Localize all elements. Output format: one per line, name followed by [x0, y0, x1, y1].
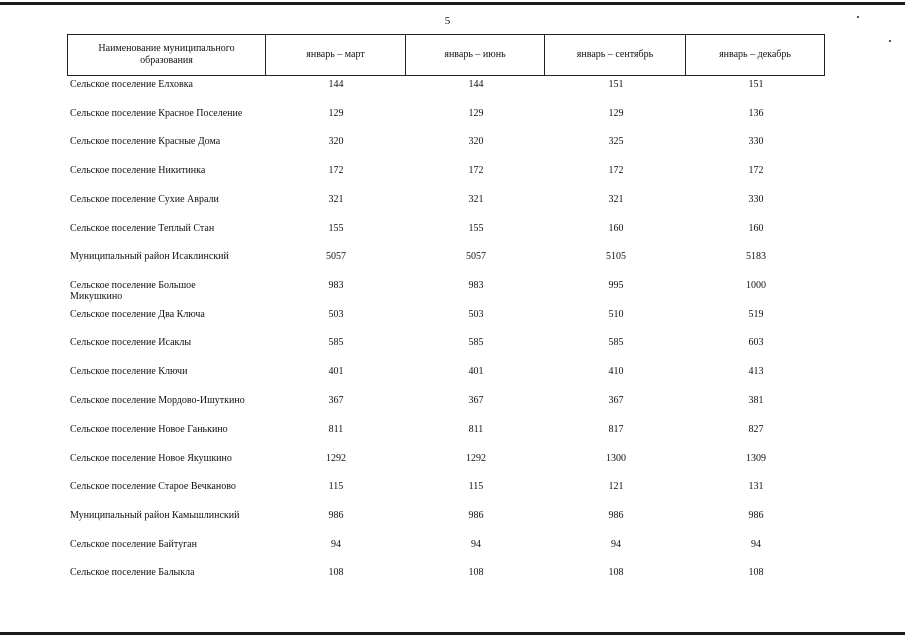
row-name: Сельское поселение Новое Якушкино	[70, 453, 232, 464]
header-name: Наименование муниципального образования	[68, 35, 266, 75]
row-name: Сельское поселение Два Ключа	[70, 309, 205, 320]
value-q2: 172	[468, 165, 484, 176]
value-q4: 160	[748, 223, 764, 234]
value-q1: 144	[328, 79, 344, 90]
value-q3: 94	[611, 539, 621, 550]
value-q2: 5057	[466, 251, 486, 262]
value-q1: 155	[328, 223, 344, 234]
value-q2: 1292	[466, 453, 486, 464]
row-name: Муниципальный район Исаклинский	[70, 251, 229, 262]
value-q1: 367	[328, 395, 344, 406]
value-q3: 995	[608, 280, 624, 291]
value-q2: 320	[468, 136, 484, 147]
value-q3: 325	[608, 136, 624, 147]
value-q3: 817	[608, 424, 624, 435]
row-name: Муниципальный район Камышлинский	[70, 510, 240, 521]
value-q2: 129	[468, 108, 484, 119]
value-q3: 160	[608, 223, 624, 234]
value-q3: 108	[608, 567, 624, 578]
value-q2: 983	[468, 280, 484, 291]
value-q2: 144	[468, 79, 484, 90]
row-name: Сельское поселение Старое Вечканово	[70, 481, 236, 492]
value-q4: 108	[748, 567, 764, 578]
value-q4: 5183	[746, 251, 766, 262]
table-row	[0, 309, 905, 337]
row-name: Сельское поселение Теплый Стан	[70, 223, 215, 234]
row-name: Сельское поселение Красное Поселение	[70, 108, 243, 119]
value-q4: 1309	[746, 453, 766, 464]
value-q2: 503	[468, 309, 484, 320]
value-q1: 986	[328, 510, 344, 521]
table-row	[0, 567, 905, 595]
value-q1: 503	[328, 309, 344, 320]
value-q4: 603	[748, 337, 764, 348]
table-row	[0, 510, 905, 538]
value-q2: 811	[468, 424, 484, 435]
value-q4: 330	[748, 136, 764, 147]
value-q2: 115	[468, 481, 484, 492]
value-q1: 321	[328, 194, 344, 205]
value-q1: 129	[328, 108, 344, 119]
header-q4: январь – декабрь	[719, 49, 791, 60]
row-name: Сельское поселение Байтуган	[70, 539, 197, 550]
value-q3: 151	[608, 79, 624, 90]
value-q2: 367	[468, 395, 484, 406]
value-q1: 172	[328, 165, 344, 176]
value-q4: 151	[748, 79, 764, 90]
value-q1: 115	[328, 481, 344, 492]
row-name: Сельское поселение Новое Ганькино	[70, 424, 228, 435]
row-name: Сельское поселение Красные Дома	[70, 136, 221, 147]
value-q2: 986	[468, 510, 484, 521]
bottom-rule	[0, 632, 905, 635]
value-q2: 321	[468, 194, 484, 205]
row-name: Сельское поселение Мордово-Ишуткино	[70, 395, 245, 406]
header-q3: январь – сентябрь	[545, 35, 686, 75]
table-row	[0, 79, 905, 107]
value-q1: 5057	[326, 251, 346, 262]
value-q4: 172	[748, 165, 764, 176]
table-row	[0, 539, 905, 567]
table-row	[0, 136, 905, 164]
table-row	[0, 366, 905, 394]
row-name: Сельское поселение Елховка	[70, 79, 193, 90]
table-row	[0, 337, 905, 365]
row-name: Сельское поселение Ключи	[70, 366, 188, 377]
value-q4: 827	[748, 424, 764, 435]
value-q1: 108	[328, 567, 344, 578]
value-q4: 94	[751, 539, 761, 550]
value-q4: 413	[748, 366, 764, 377]
value-q3: 172	[608, 165, 624, 176]
value-q2: 585	[468, 337, 484, 348]
value-q2: 94	[471, 539, 481, 550]
value-q3: 367	[608, 395, 624, 406]
table-row	[0, 223, 905, 251]
value-q4: 1000	[746, 280, 766, 291]
table-row	[0, 251, 905, 279]
value-q4: 131	[748, 481, 764, 492]
value-q4: 136	[748, 108, 764, 119]
value-q3: 129	[608, 108, 624, 119]
value-q3: 5105	[606, 251, 626, 262]
table-row	[0, 108, 905, 136]
row-name: Сельское поселение Сухие Аврали	[70, 194, 219, 205]
header-q1: январь – март	[266, 35, 406, 75]
row-name: Сельское поселение Большое Микушкино	[70, 280, 196, 302]
value-q3: 121	[608, 481, 624, 492]
table-row	[0, 280, 905, 308]
table-row	[0, 481, 905, 509]
header-q2: январь – июнь	[406, 35, 545, 75]
value-q3: 510	[608, 309, 624, 320]
value-q1: 811	[328, 424, 344, 435]
value-q4: 381	[748, 395, 764, 406]
table-row	[0, 424, 905, 452]
value-q3: 1300	[606, 453, 626, 464]
row-name: Сельское поселение Балыкла	[70, 567, 195, 578]
table-row	[0, 165, 905, 193]
value-q1: 585	[328, 337, 344, 348]
value-q2: 401	[468, 366, 484, 377]
value-q1: 94	[331, 539, 341, 550]
value-q1: 401	[328, 366, 344, 377]
value-q3: 986	[608, 510, 624, 521]
value-q3: 321	[608, 194, 624, 205]
row-name: Сельское поселение Никитинка	[70, 165, 206, 176]
value-q4: 986	[748, 510, 764, 521]
value-q2: 108	[468, 567, 484, 578]
value-q3: 410	[608, 366, 624, 377]
value-q1: 1292	[326, 453, 346, 464]
value-q4: 330	[748, 194, 764, 205]
value-q1: 983	[328, 280, 344, 291]
page-number: 5	[444, 15, 451, 27]
row-name: Сельское поселение Исаклы	[70, 337, 192, 348]
value-q3: 585	[608, 337, 624, 348]
table-row	[0, 395, 905, 423]
table-row	[0, 453, 905, 481]
value-q2: 155	[468, 223, 484, 234]
table-row	[0, 194, 905, 222]
value-q4: 519	[748, 309, 764, 320]
value-q1: 320	[328, 136, 344, 147]
